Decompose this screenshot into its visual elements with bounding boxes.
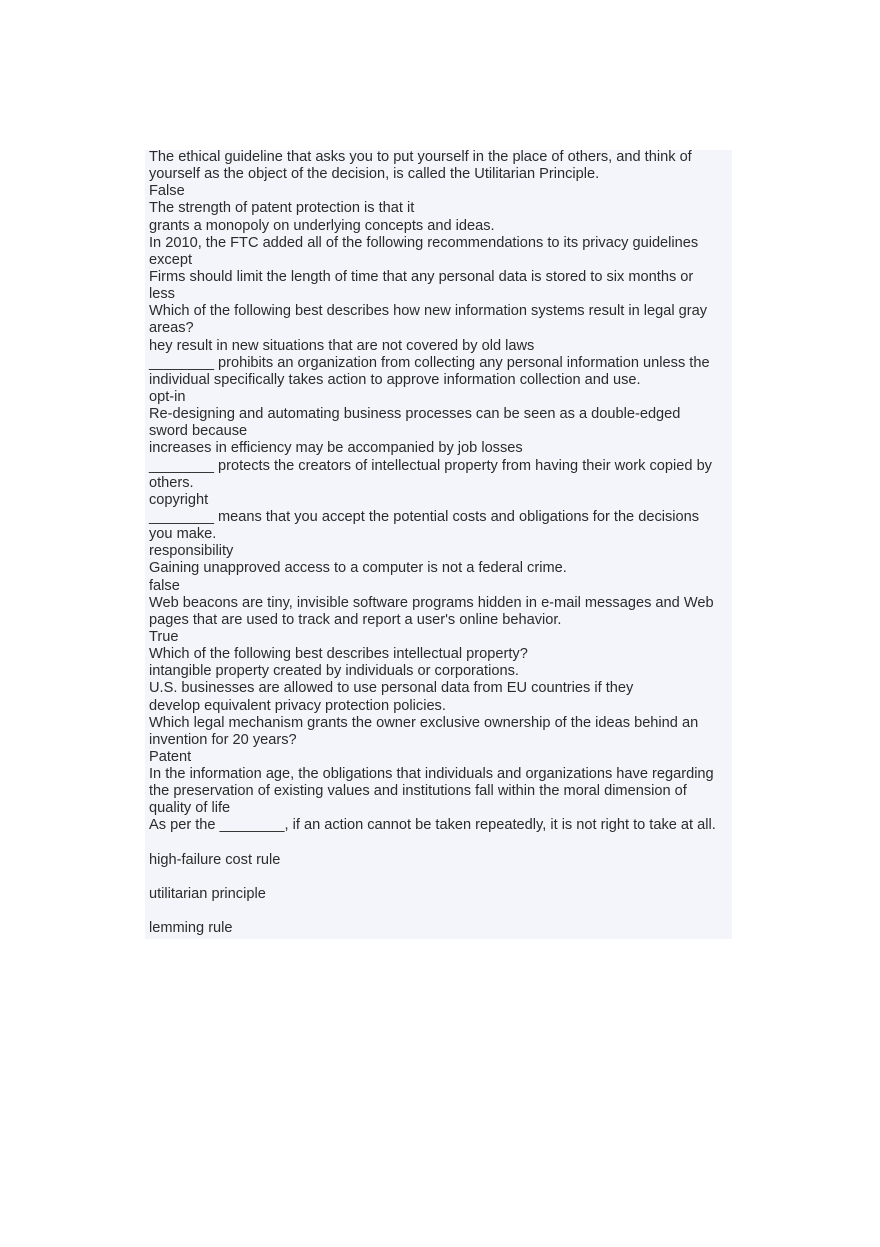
blank-line: [149, 869, 749, 886]
text-line: ________ protects the creators of intellectual property from having their work copied by: [149, 457, 712, 474]
text-line: ________ prohibits an organization from collecting any personal information unless the: [149, 354, 710, 371]
text-line: The ethical guideline that asks you to put yourself in the place of others, and think of: [149, 149, 692, 165]
text-line: Gaining unapproved access to a computer is not a federal crime.: [149, 560, 567, 577]
text-line: develop equivalent privacy protection policies.: [149, 697, 446, 714]
text-line: less: [149, 286, 175, 303]
text-line: others.: [149, 474, 194, 491]
text-line: ________ means that you accept the potential costs and obligations for the decisions: [149, 508, 700, 525]
text-line: Patent: [149, 748, 192, 765]
text-line: The strength of patent protection is that it: [149, 200, 415, 217]
text-line: false: [149, 577, 180, 594]
text-line: the preservation of existing values and institutions fall within the moral dimension of: [149, 783, 687, 800]
text-line: Re-designing and automating business processes can be seen as a double-edged: [149, 406, 681, 423]
text-line: Web beacons are tiny, invisible software programs hidden in e-mail messages and Web: [149, 594, 714, 611]
text-line: increases in efficiency may be accompanied by job losses: [149, 440, 523, 457]
blank-line: [149, 903, 749, 920]
text-line: individual specifically takes action to approve information collection and use.: [149, 371, 641, 388]
text-line: utilitarian principle: [149, 886, 266, 903]
text-line: hey result in new situations that are not covered by old laws: [149, 337, 535, 354]
document-body: [149, 149, 749, 937]
text-line: Which legal mechanism grants the owner exclusive ownership of the ideas behind an: [149, 714, 699, 731]
text-line: yourself as the object of the decision, is called the Utilitarian Principle.: [149, 166, 600, 183]
text-line: pages that are used to track and report a user's online behavior.: [149, 611, 562, 628]
text-line: responsibility: [149, 543, 234, 560]
text-line: you make.: [149, 526, 217, 543]
text-line: As per the ________, if an action cannot be taken repeatedly, it is not right to take at all.: [149, 817, 716, 834]
text-line: In the information age, the obligations that individuals and organizations have regarding: [149, 766, 714, 783]
text-line: quality of life: [149, 800, 231, 817]
text-line: sword because: [149, 423, 248, 440]
text-line: except: [149, 251, 192, 268]
text-line: areas?: [149, 320, 194, 337]
text-line: lemming rule: [149, 920, 233, 937]
text-line: invention for 20 years?: [149, 731, 297, 748]
text-line: high-failure cost rule: [149, 851, 281, 868]
text-line: opt-in: [149, 388, 186, 405]
text-line: Firms should limit the length of time that any personal data is stored to six months or: [149, 268, 694, 285]
text-line: grants a monopoly on underlying concepts and ideas.: [149, 217, 495, 234]
text-line: copyright: [149, 491, 209, 508]
text-line: False: [149, 183, 185, 200]
text-line: U.S. businesses are allowed to use personal data from EU countries if they: [149, 680, 634, 697]
text-line: Which of the following best describes intellectual property?: [149, 646, 528, 663]
blank-line: [149, 835, 749, 852]
text-line: True: [149, 628, 179, 645]
text-line: intangible property created by individuals or corporations.: [149, 663, 519, 680]
text-line: Which of the following best describes how new information systems result in legal gray: [149, 303, 708, 320]
text-line: In 2010, the FTC added all of the following recommendations to its privacy guidelines: [149, 234, 699, 251]
